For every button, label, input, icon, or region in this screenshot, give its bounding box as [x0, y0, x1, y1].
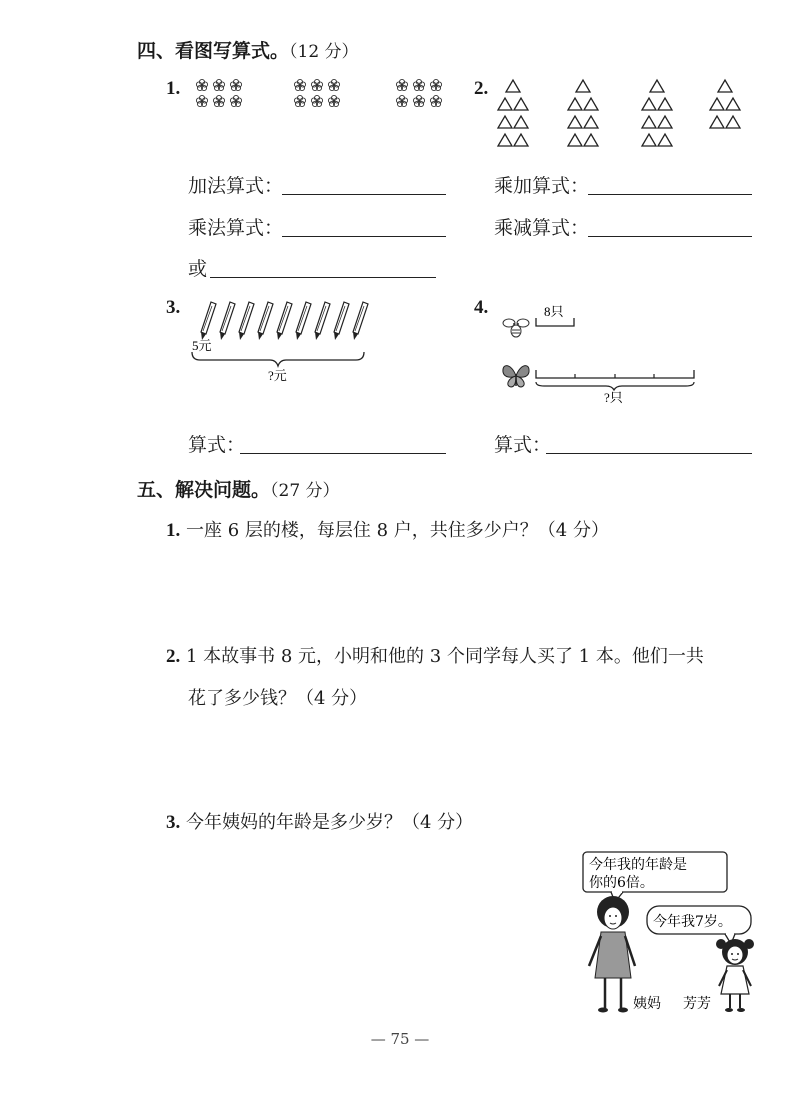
q2-triangle-figure [490, 74, 760, 154]
q4-bee-count-label: 8只 [544, 304, 564, 319]
q4-formula-label: 算式： [494, 434, 552, 456]
aunt-speech-line2: 你的6倍。 [589, 875, 654, 891]
q3-formula-blank[interactable] [240, 453, 446, 454]
q2-mult-sub-label: 乘减算式： [494, 217, 590, 239]
bee-icon [503, 319, 529, 337]
section4-score: （12 分） [289, 42, 359, 62]
problem-3 [166, 808, 473, 834]
section5-heading [137, 475, 340, 502]
q1-addition-blank[interactable] [282, 194, 446, 195]
section4-title: 四、看图写算式。 [137, 40, 290, 62]
q4-total-label: ?只 [604, 390, 623, 405]
aunt-name: 姨妈 [633, 996, 661, 1012]
problem-2-number: 2. [166, 646, 181, 667]
problem-1 [166, 516, 609, 542]
page-number: — 75 — [370, 1030, 430, 1048]
q3-price-label: 5元 [192, 338, 212, 353]
aunt-girl-illustration [575, 848, 765, 1023]
q2-number: 2. [474, 78, 489, 99]
q2-mult-sub-blank[interactable] [588, 236, 752, 237]
q1-number: 1. [166, 78, 181, 99]
girl-speech-text: 今年我7岁。 [653, 914, 732, 930]
q3-number: 3. [166, 297, 181, 318]
problem-3-number: 3. [166, 812, 181, 833]
q1-multiplication-label: 乘法算式： [188, 217, 284, 239]
q3-total-label: ?元 [268, 368, 287, 383]
section4-heading [137, 36, 359, 63]
butterfly-icon [503, 366, 529, 387]
problem-3-text: 今年姨妈的年龄是多少岁？（4 分） [185, 812, 474, 833]
problem-2-text-line1: 1 本故事书 8 元，小明和他的 3 个同学每人买了 1 本。他们一共 [185, 646, 704, 667]
q3-pencil-figure [188, 298, 388, 388]
q1-flower-figure [192, 74, 460, 114]
aunt-speech-line1: 今年我的年龄是 [589, 857, 687, 873]
section5-score: （27 分） [270, 481, 340, 501]
problem-1-text: 一座 6 层的楼，每层住 8 户，共住多少户？（4 分） [185, 520, 609, 541]
q4-number: 4. [474, 297, 489, 318]
problem-1-number: 1. [166, 520, 181, 541]
girl-figure [716, 939, 754, 1012]
q3-formula-label: 算式： [188, 434, 246, 456]
q1-or-blank[interactable] [210, 277, 436, 278]
q2-mult-add-label: 乘加算式： [494, 175, 590, 197]
q2-mult-add-blank[interactable] [588, 194, 752, 195]
problem-2 [166, 642, 704, 668]
q4-bee-butterfly-figure [494, 298, 714, 408]
aunt-figure [589, 896, 635, 1013]
q1-addition-label: 加法算式： [188, 175, 284, 197]
q1-multiplication-blank[interactable] [282, 236, 446, 237]
q1-or-label: 或 [188, 258, 208, 280]
section5-title: 五、解决问题。 [137, 479, 271, 501]
problem-2-text-line2: 花了多少钱？（4 分） [188, 688, 368, 709]
girl-name: 芳芳 [683, 996, 711, 1012]
q4-formula-blank[interactable] [546, 453, 752, 454]
